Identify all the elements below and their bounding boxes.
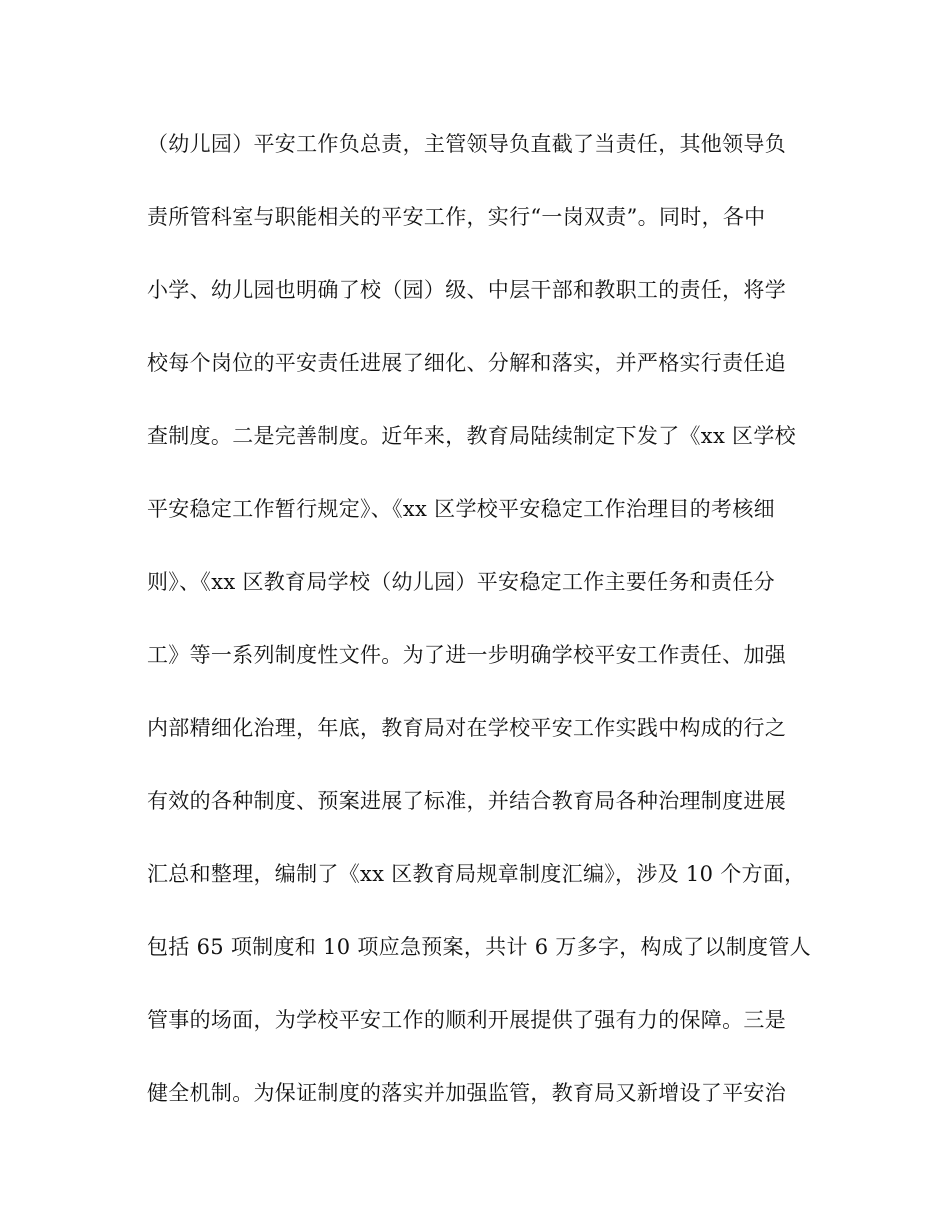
text-line: 健全机制。为保证制度的落实并加强监管，教育局又新增设了平安治	[147, 1081, 786, 1105]
text-line: 平安稳定工作暂行规定》、《xx 区学校平安稳定工作治理目的考核细	[147, 497, 775, 521]
text-line: 有效的各种制度、预案进展了标准，并结合教育局各种治理制度进展	[147, 789, 786, 813]
text-line: 查制度。二是完善制度。近年来，教育局陆续制定下发了《xx 区学校	[147, 424, 796, 448]
text-line: 包括 65 项制度和 10 项应急预案，共计 6 万多字，构成了以制度管人	[147, 935, 811, 959]
body-text	[147, 121, 811, 1143]
text-line: 工》等一系列制度性文件。为了进一步明确学校平安工作责任、加强	[147, 643, 786, 667]
text-line: （幼儿园）平安工作负总责，主管领导负直截了当责任，其他领导负	[147, 132, 786, 156]
text-line: 责所管科室与职能相关的平安工作，实行“一岗双责”。同时，各中	[147, 205, 766, 229]
text-line: 内部精细化治理，年底，教育局对在学校平安工作实践中构成的行之	[147, 716, 786, 740]
text-line: 则》、《xx 区教育局学校（幼儿园）平安稳定工作主要任务和责任分	[147, 570, 775, 594]
text-line: 校每个岗位的平安责任进展了细化、分解和落实，并严格实行责任追	[147, 351, 786, 375]
text-line: 小学、幼儿园也明确了校（园）级、中层干部和教职工的责任，将学	[147, 278, 786, 302]
text-line: 汇总和整理，编制了《xx 区教育局规章制度汇编》，涉及 10 个方面，	[147, 862, 806, 886]
text-line: 管事的场面，为学校平安工作的顺利开展提供了强有力的保障。三是	[147, 1008, 786, 1032]
